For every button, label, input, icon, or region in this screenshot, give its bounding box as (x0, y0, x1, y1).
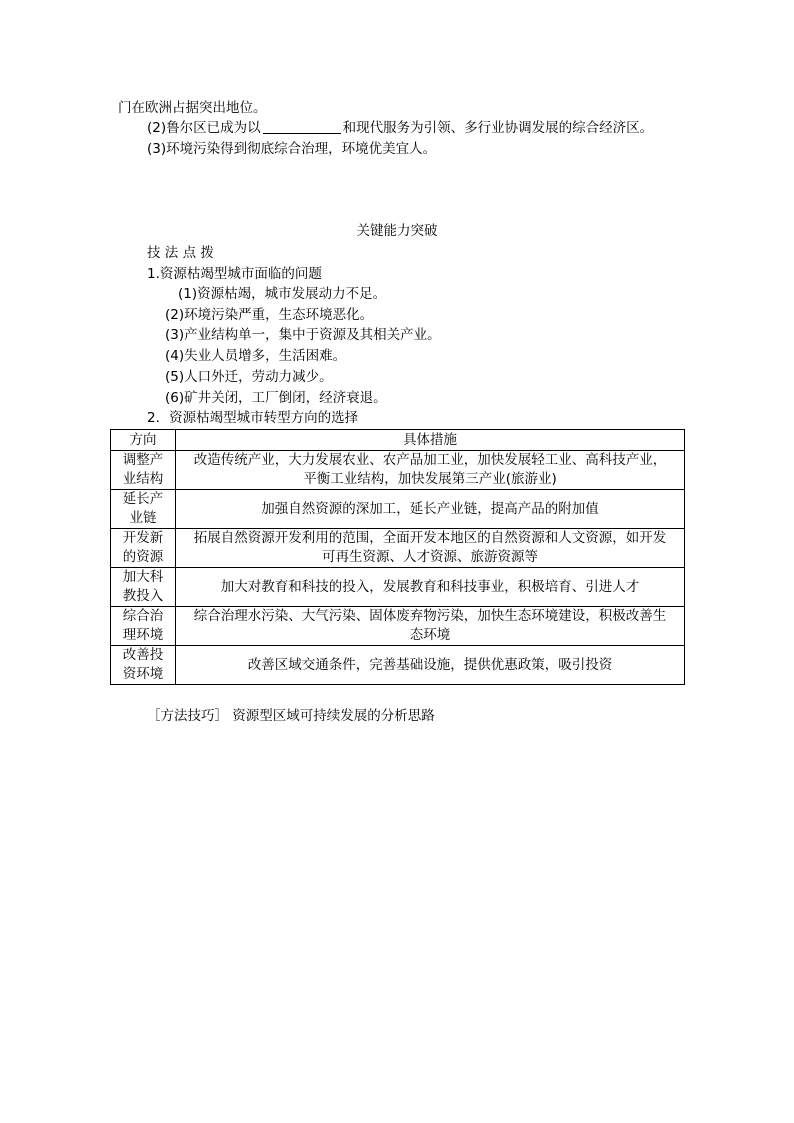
section-title: 关键能力突破 (356, 223, 438, 239)
measure-cell: 改善区域交通条件，完善基础设施，提供优惠政策，吸引投资 (176, 646, 685, 685)
intro-line-2 (147, 119, 653, 137)
subheading: 技 法 点 拨 (147, 245, 214, 261)
problem-item: (2)环境污染严重，生态环境恶化。 (165, 307, 374, 323)
problems-heading: 1.资源枯竭型城市面临的问题 (147, 266, 322, 282)
direction-cell: 综合治 理环境 (111, 607, 176, 646)
problem-item: (1)资源枯竭，城市发展动力不足。 (178, 286, 387, 302)
direction-cell: 延长产 业链 (111, 490, 176, 529)
table-row (111, 490, 685, 529)
measure-cell: 拓展自然资源开发利用的范围，全面开发本地区的自然资源和人文资源，如开发 可再生资源、人才资源、旅游资源等 (176, 529, 685, 568)
direction-cell: 加大科 教投入 (111, 568, 176, 607)
answer-blank (263, 119, 341, 134)
measure-cell: 改造传统产业，大力发展农业、农产品加工业，加快发展轻工业、高科技产业， 平衡工业结构，加快发展第三产业(旅游业) (176, 451, 685, 490)
table-row (111, 646, 685, 685)
direction-cell: 调整产 业结构 (111, 451, 176, 490)
intro-line-3: (3)环境污染得到彻底综合治理，环境优美宜人。 (147, 141, 437, 157)
intro-line-2-prefix: (2)鲁尔区已成为以 (147, 120, 261, 136)
header-measures: 具体措施 (176, 430, 685, 451)
transform-measures-table (110, 429, 685, 685)
problem-item: (3)产业结构单一，集中于资源及其相关产业。 (165, 327, 441, 343)
intro-line-2-suffix: 和现代服务为引领、多行业协调发展的综合经济区。 (342, 120, 654, 136)
header-direction: 方向 (111, 430, 176, 451)
measure-cell: 加强自然资源的深加工，延长产业链，提高产品的附加值 (176, 490, 685, 529)
measure-cell: 加大对教育和科技的投入，发展教育和科技事业，积极培育、引进人才 (176, 568, 685, 607)
method-tip: ［方法技巧］ 资源型区域可持续发展的分析思路 (147, 708, 435, 724)
direction-cell: 改善投 资环境 (111, 646, 176, 685)
problem-item: (4)失业人员增多，生活困难。 (165, 348, 347, 364)
intro-line-1: 门在欧洲占据突出地位。 (118, 100, 267, 116)
table-row (111, 451, 685, 490)
table-header-row (111, 430, 685, 451)
transform-heading: 2．资源枯竭型城市转型方向的选择 (147, 410, 359, 426)
problem-item: (6)矿井关闭，工厂倒闭，经济衰退。 (165, 390, 387, 406)
table-row (111, 529, 685, 568)
table-row (111, 607, 685, 646)
direction-cell: 开发新 的资源 (111, 529, 176, 568)
measure-cell: 综合治理水污染、大气污染、固体废弃物污染，加快生态环境建设，积极改善生 态环境 (176, 607, 685, 646)
table-row (111, 568, 685, 607)
problem-item: (5)人口外迁，劳动力减少。 (165, 369, 333, 385)
